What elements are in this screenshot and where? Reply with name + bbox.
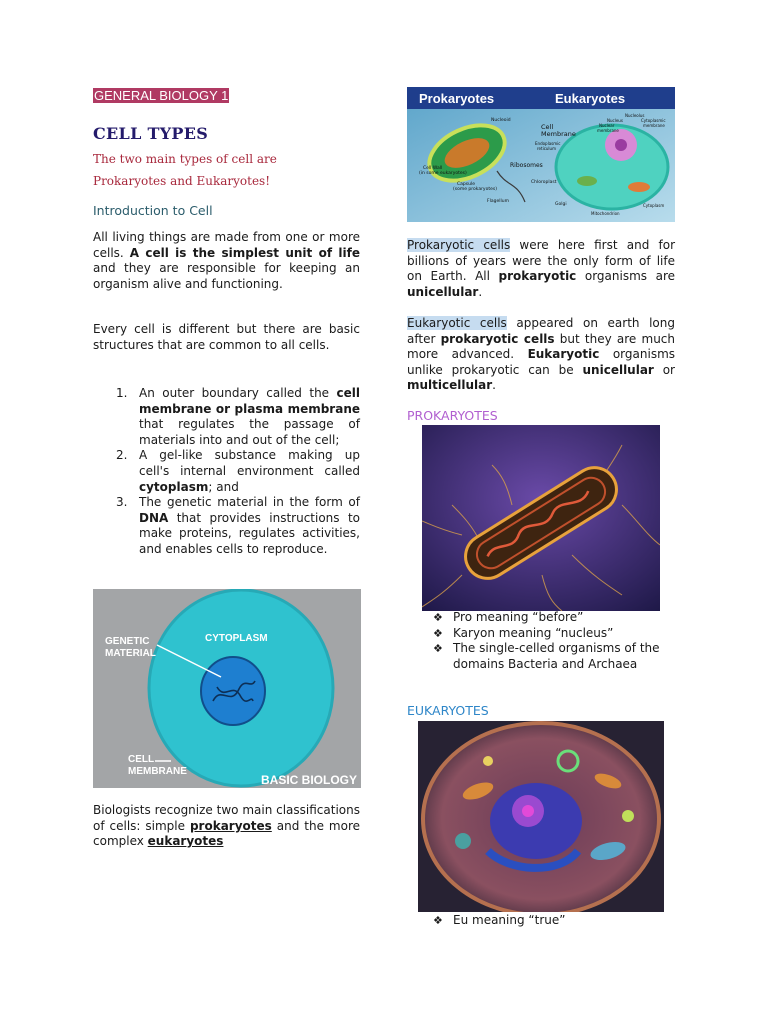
text-run: .	[478, 284, 483, 299]
list-item	[113, 495, 360, 557]
bullet-icon: ❖	[433, 914, 443, 927]
prokaryotes-heading: PROKARYOTES	[407, 408, 498, 423]
label-nucleus: Nucleus	[607, 118, 623, 123]
classification-paragraph	[93, 803, 360, 850]
subtitle	[93, 148, 363, 192]
intro-paragraph	[93, 230, 360, 292]
eukaryotes-heading: EUKARYOTES	[407, 703, 489, 718]
text-run: but they are much more advanced.	[407, 331, 675, 362]
bullet-icon: ❖	[433, 611, 443, 624]
bullet-text: Karyon meaning “nucleus”	[453, 625, 614, 640]
prokaryotes-term: prokaryotes	[189, 818, 272, 833]
label-nucleoid: Nucleoid	[491, 118, 511, 123]
list-item	[433, 626, 663, 642]
text-run: The genetic material in the form of	[139, 495, 360, 510]
emphasis-text: unicellular	[582, 362, 654, 377]
label-capsule: Capsule	[457, 182, 475, 187]
label-flagellum: Flagellum	[487, 199, 509, 204]
list-number: 2.	[116, 448, 128, 463]
label-cell-wall: Cell Wall	[423, 166, 443, 171]
text-run: or	[653, 362, 675, 377]
list-number: 1.	[116, 386, 128, 400]
highlight-text: Eukaryotic cells	[407, 316, 507, 330]
bullet-text: Eu meaning “true”	[453, 913, 566, 927]
list-item	[433, 641, 663, 672]
label-nuclear-membrane: membrane	[597, 128, 619, 133]
genetic-material-label: GENETIC	[105, 636, 150, 647]
text-run: were here first and for billions of years were the only form of life on Earth. All	[407, 238, 675, 284]
emphasis-text: cytoplasm	[139, 479, 209, 494]
emphasis-text: prokaryotic cells	[440, 331, 555, 346]
label-cytoplasm: Cytoplasm	[643, 203, 665, 208]
eukaryotic-paragraph	[407, 316, 675, 394]
prokaryotic-paragraph	[407, 238, 675, 300]
label-ribosomes: Ribosomes	[510, 162, 543, 169]
label-golgi: Golgi	[555, 202, 567, 207]
text-run: and the more complex	[93, 818, 361, 849]
list-number: 3.	[116, 495, 128, 510]
bullet-icon: ❖	[433, 642, 443, 656]
label-mitochondrion: Mitochondrion	[591, 211, 620, 216]
text-run: appeared on earth long after	[407, 316, 675, 346]
label-capsule-note: (some prokaryotes)	[453, 187, 497, 192]
emphasis-text: multicellular	[407, 378, 493, 393]
course-tag: GENERAL BIOLOGY 1	[94, 88, 229, 103]
label-nuclear: Nuclear	[599, 123, 615, 128]
eukaryotes-term: eukaryotes	[147, 834, 224, 849]
label-cytoplasmic-membrane: membrane	[643, 123, 665, 128]
emphasis-text: A cell is the simplest unit of life	[129, 245, 361, 260]
label-er-2: reticulum	[537, 146, 556, 151]
prokaryotes-caption: Prokaryotes	[419, 91, 495, 106]
text-run: that regulates the passage of materials into and out of the cell;	[139, 417, 360, 447]
basic-cell-diagram	[93, 589, 361, 788]
emphasis-text: Eukaryotic	[527, 347, 600, 362]
text-run: An outer boundary called the	[139, 386, 337, 400]
bullet-text: The single-celled organisms of the domains Bacteria and Archaea	[453, 641, 660, 671]
label-cell: Cell	[541, 123, 554, 131]
text-run: All living things are made from one or more cells.	[93, 230, 360, 260]
bullet-icon: ❖	[433, 626, 443, 640]
subtitle-line-2: Prokaryotes and Eukaryotes!	[93, 174, 271, 188]
prokaryote-bullets	[433, 610, 663, 672]
emphasis-text: unicellular	[407, 284, 479, 299]
cell-membrane-label: CELL	[128, 754, 155, 765]
label-cytoplasmic: Cytoplasmic	[641, 118, 666, 123]
emphasis-text: DNA	[139, 510, 169, 525]
label-er: Endoplasmic	[535, 141, 561, 146]
subtitle-line-1: The two main types of cell are	[93, 152, 277, 166]
cytoplasm-label: CYTOPLASM	[205, 633, 268, 644]
list-item	[433, 913, 663, 929]
list-item	[113, 386, 360, 448]
structures-list	[113, 386, 360, 558]
eukaryotes-caption: Eukaryotes	[555, 91, 626, 106]
emphasis-text: prokaryotic	[498, 269, 577, 284]
emphasis-text: cell membrane or plasma membrane	[139, 386, 360, 416]
text-run: that provides instructions to make proteins, regulates activities, and enables cells to reproduce.	[139, 510, 360, 556]
label-membrane: Membrane	[541, 130, 576, 138]
bacterium-image	[422, 425, 660, 611]
text-run: and they are responsible for keeping an organism alive and functioning.	[93, 261, 360, 291]
label-cell-wall-note: (in some eukaryotes)	[419, 171, 467, 176]
cell-membrane-label: MEMBRANE	[128, 766, 187, 777]
text-run: Biologists recognize two main classifications of cells: simple	[93, 803, 360, 833]
highlight-text: Prokaryotic cells	[407, 238, 511, 252]
bullet-text: Pro meaning “before”	[453, 610, 584, 624]
text-run: organisms are	[576, 269, 675, 284]
text-run: organisms unlike prokaryotic can be	[407, 347, 676, 377]
page-title: CELL TYPES	[93, 124, 209, 143]
prokaryote-eukaryote-image	[407, 87, 675, 222]
list-item	[433, 610, 663, 626]
structures-paragraph: Every cell is different but there are basic structures that are common to all cells.	[93, 322, 360, 352]
eukaryotic-cell-image	[418, 721, 664, 912]
list-item	[113, 448, 360, 495]
label-nucleolus: Nucleolus	[625, 113, 645, 118]
genetic-material-label: MATERIAL	[105, 648, 156, 659]
eukaryote-bullets	[433, 913, 663, 929]
intro-heading: Introduction to Cell	[93, 203, 213, 218]
label-chloroplast: Chloroplast	[531, 180, 557, 185]
text-run: A gel-like substance making up cell's internal environment called	[139, 448, 360, 478]
watermark: BASIC BIOLOGY	[261, 773, 358, 787]
text-run: .	[492, 378, 496, 393]
text-run: ; and	[208, 479, 239, 494]
